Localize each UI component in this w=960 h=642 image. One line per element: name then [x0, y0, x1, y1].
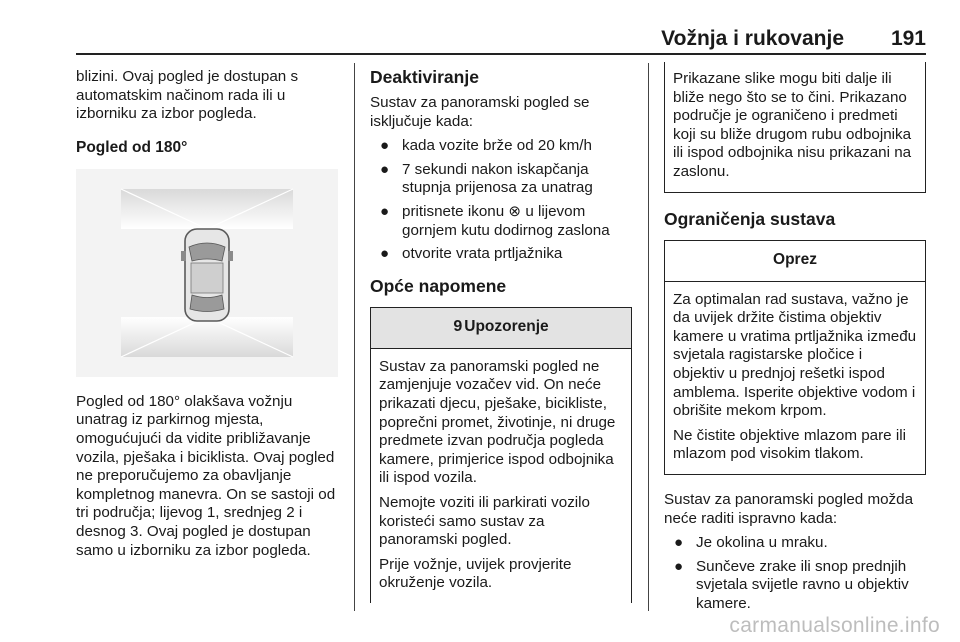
- warning-paragraph: Prije vožnje, uvijek provjerite okruženje vozila.: [379, 555, 572, 592]
- page-number: 191: [890, 27, 926, 50]
- warning-body: [371, 349, 631, 603]
- warning-continued-paragraph: Prikazane slike mogu biti dalje ili bliže nego što se to čini. Prikazano područje je ograničeno i predmeti koji su bliže drugom rubu odbojnika ili ispod odbojnika nisu prikazani na zaslonu.: [673, 70, 912, 180]
- section-title-deactivation: Deaktiviranje: [370, 67, 479, 87]
- car-top-view-icon: [76, 169, 338, 377]
- list-item: ● kada vozite brže od 20 km/h: [380, 137, 592, 155]
- header-divider: [76, 53, 926, 55]
- warning-triangle-icon: 9: [453, 318, 463, 336]
- deactivation-lead: Sustav za panoramski pogled se isključuje kada:: [370, 94, 590, 130]
- list-item: ● otvorite vrata prtljažnika: [380, 245, 563, 263]
- view-180-illustration: [76, 169, 338, 377]
- chapter-title: Vožnja i rukovanje: [661, 27, 844, 50]
- column-1: [76, 68, 346, 560]
- caution-box: [664, 240, 926, 475]
- watermark: carmanualsonline.info: [729, 614, 940, 637]
- column-divider-2: [648, 63, 649, 611]
- caution-paragraph: Ne čistite objektive mlazom pare ili mlazom pod visokim tlakom.: [673, 426, 906, 463]
- warning-paragraph: Nemojte voziti ili parkirati vozilo koristeći samo sustav za panoramski pogled.: [379, 493, 591, 549]
- intro-paragraph: blizini. Ovaj pogled je dostupan s automatskim načinom rada ili u izborniku za izbor pogleda.: [76, 68, 299, 123]
- page-header: [76, 27, 926, 51]
- list-item: ● 7 sekundi nakon iskapčanja stupnja prijenosa za unatrag: [380, 160, 593, 197]
- caution-header: [665, 241, 925, 282]
- warning-header: [371, 308, 631, 349]
- warning-box-continued: [664, 62, 926, 193]
- column-2: [370, 68, 632, 603]
- warning-box: [370, 307, 632, 603]
- section-title-general-notes: Opće napomene: [370, 275, 507, 296]
- caution-body: [665, 282, 925, 474]
- caution-title: Oprez: [773, 251, 817, 269]
- warning-title: Upozorenje: [464, 318, 549, 336]
- list-item: ● Je okolina u mraku.: [674, 534, 828, 552]
- limitations-list: [664, 534, 926, 613]
- column-divider-1: [354, 63, 355, 611]
- section-title-180-view: Pogled od 180°: [76, 138, 188, 156]
- view-180-description: Pogled od 180° olakšava vožnju unatrag iz parkirnog mjesta, omogućujući da vidite približavanje vozila, pješaka i biciklista. Ovaj pogled ne preporučujemo za obavljanje kompletnog manevra. On se sastoji od tri područja; lijevog 1, srednjeg 2 i desnog 3. Ovaj pogled je dostupan samo u izborniku za izbor pogleda.: [76, 392, 336, 559]
- section-title-system-limitations: Ograničenja sustava: [664, 208, 836, 229]
- list-item: ● pritisnete ikonu ⊗ u lijevom gornjem kutu dodirnog zaslona: [380, 202, 610, 239]
- caution-paragraph: Za optimalan rad sustava, važno je da uvijek držite čistima objektiv kamere u vratima prtljažnika između svjetala ragistarske pločice i objektiv u prednjoj rešetki ispod amblema. Isperite objektive vodom i obrišite mekom krpom.: [673, 290, 917, 420]
- column-3: [664, 68, 926, 618]
- warning-paragraph: Sustav za panoramski pogled ne zamjenjuje vozačev vid. On neće prikazati djecu, pješake, bicikliste, poprečni promet, životinje, ni druge predmete izvan područja pogleda kamere, primjerice ispod odbojnika ili ispod vozila.: [379, 357, 616, 487]
- list-item: ● Sunčeve zrake ili snop prednjih svjetala svijetle ravno u objektiv kamere.: [674, 557, 909, 612]
- deactivation-list: [370, 137, 632, 264]
- limitations-lead: Sustav za panoramski pogled možda neće raditi ispravno kada:: [664, 490, 914, 527]
